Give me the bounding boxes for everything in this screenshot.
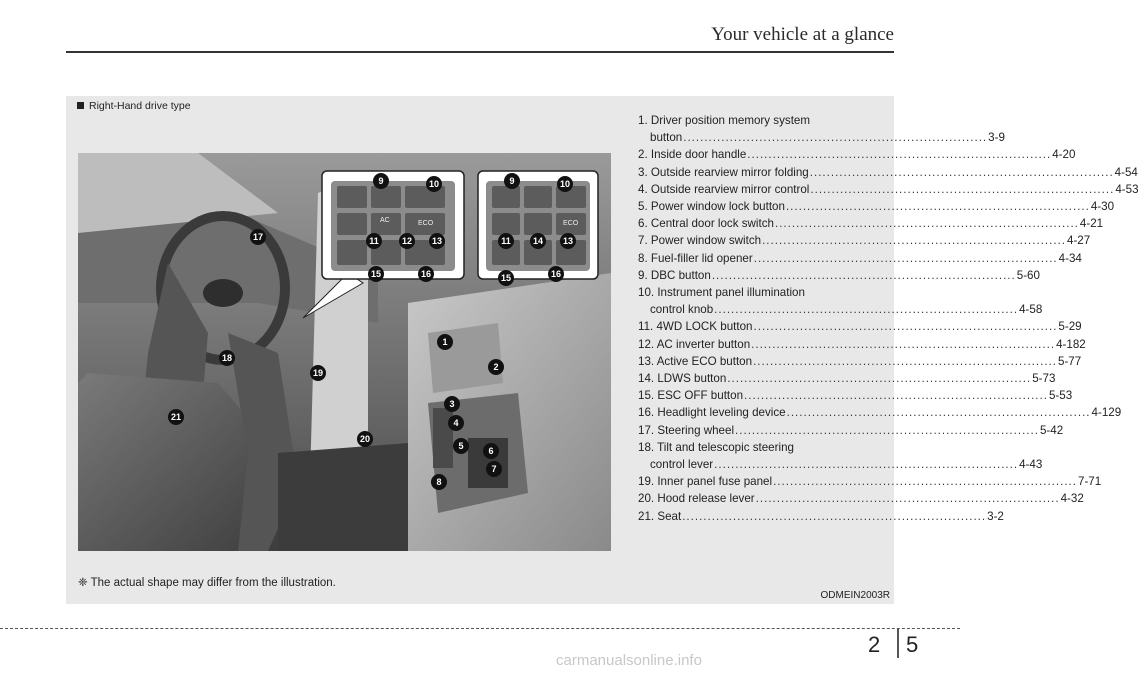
component-index-list <box>638 112 1139 525</box>
svg-text:13: 13 <box>562 236 574 246</box>
switch-callout-11-left <box>366 233 382 249</box>
svg-text:15: 15 <box>500 273 512 283</box>
svg-text:15: 15 <box>370 269 382 279</box>
index-item-page: 3-9 <box>988 131 1005 145</box>
index-item: 1. Driver position memory system button ........................................................................ 3-9 <box>638 112 888 146</box>
callout-21 <box>168 409 184 425</box>
callout-6 <box>483 443 499 459</box>
svg-text:10: 10 <box>428 179 440 189</box>
index-item: 18. Tilt and telescopic steering control lever ........................................................................ 4-43 <box>638 440 1043 472</box>
svg-text:13: 13 <box>431 236 443 246</box>
svg-text:18: 18 <box>221 353 233 363</box>
switch-callout-14-right <box>530 233 546 249</box>
switch-callout-13-right <box>560 233 576 249</box>
panel-label <box>77 100 191 112</box>
index-item: 15. ESC OFF button ........................................................................ 5-53 <box>638 389 1073 403</box>
callout-20 <box>357 431 373 447</box>
callout-2 <box>488 359 504 375</box>
callout-5 <box>453 438 469 454</box>
callout-18 <box>219 350 235 366</box>
svg-text:8: 8 <box>436 477 442 487</box>
interior-illustration <box>78 153 611 551</box>
illustration-code: ODMEIN2003R <box>820 590 890 601</box>
door-handle-recess <box>428 323 503 393</box>
page-header-title: Your vehicle at a glance <box>711 24 894 45</box>
svg-text:11: 11 <box>369 236 379 246</box>
index-item: 14. LDWS button ........................................................................ 5-73 <box>638 372 1056 386</box>
svg-text:14: 14 <box>532 236 544 246</box>
index-item: 19. Inner panel fuse panel ........................................................................ 7-71 <box>638 475 1102 489</box>
floor <box>278 443 408 551</box>
panel-label-text: Right-Hand drive type <box>89 100 191 112</box>
switch-callout-9-right <box>504 173 520 189</box>
svg-text:9: 9 <box>509 176 515 186</box>
callout-19 <box>310 365 326 381</box>
switch-callout-15-right <box>498 270 514 286</box>
page-number-divider <box>897 628 899 658</box>
switch-callout-15-left <box>368 266 384 282</box>
index-item: 12. AC inverter button ........................................................................ 4-182 <box>638 337 1086 351</box>
svg-text:5: 5 <box>458 441 464 451</box>
callout-17 <box>250 229 266 245</box>
mirror-switch <box>433 408 453 468</box>
index-item: 6. Central door lock switch ........................................................................ 4-21 <box>638 217 1104 231</box>
svg-text:11: 11 <box>501 236 511 246</box>
callout-8 <box>431 474 447 490</box>
svg-text:10: 10 <box>559 179 571 189</box>
svg-text:21: 21 <box>170 412 182 422</box>
chapter-number: 2 <box>868 632 881 657</box>
svg-text:19: 19 <box>312 368 324 378</box>
callout-3 <box>444 396 460 412</box>
index-item: 13. Active ECO button ........................................................................ 5-77 <box>638 354 1082 368</box>
callout-1 <box>437 334 453 350</box>
svg-text:3: 3 <box>449 399 455 409</box>
index-item: 7. Power window switch ........................................................................ 4-27 <box>638 234 1091 248</box>
svg-text:2: 2 <box>493 362 499 372</box>
index-item: 8. Fuel-filler lid opener ........................................................................ 4-34 <box>638 251 1082 265</box>
index-item: 16. Headlight leveling device ........................................................................ 4-129 <box>638 406 1122 420</box>
index-item: 5. Power window lock button ........................................................................ 4-30 <box>638 200 1115 214</box>
index-item: 11. 4WD LOCK button ........................................................................ 5-29 <box>638 320 1082 334</box>
svg-text:20: 20 <box>359 434 371 444</box>
index-item-label: 1. Driver position memory system <box>638 114 811 127</box>
svg-text:1: 1 <box>442 337 448 347</box>
switch-callout-16-right <box>548 266 564 282</box>
index-item: 17. Steering wheel ........................................................................ 5-42 <box>638 423 1064 437</box>
switch-callout-9-left <box>373 173 389 189</box>
index-item-label-cont: button <box>650 131 683 145</box>
steering-hub <box>203 279 243 307</box>
svg-text:17: 17 <box>252 232 264 242</box>
index-item: 4. Outside rearview mirror control ........................................................................ 4-53 <box>638 182 1139 196</box>
page-number: 5 <box>906 632 919 657</box>
svg-text:4: 4 <box>453 418 459 428</box>
index-item: 21. Seat ........................................................................ 3-2 <box>638 509 1004 523</box>
switch-callout-11-right <box>498 233 514 249</box>
index-item: 10. Instrument panel illumination control knob ........................................................................ 4-58 <box>638 286 1043 317</box>
switch-callout-10-left <box>426 176 442 192</box>
switch-callout-16-left <box>418 266 434 282</box>
switch-callout-10-right <box>557 176 573 192</box>
index-item: 20. Hood release lever ........................................................................ 4-32 <box>638 492 1084 506</box>
callout-4 <box>448 415 464 431</box>
index-item: 2. Inside door handle ........................................................................ 4-20 <box>638 148 1076 162</box>
svg-text:16: 16 <box>550 269 562 279</box>
header-rule <box>66 51 894 53</box>
index-item: 3. Outside rearview mirror folding ........................................................................ 4-54 <box>638 165 1138 179</box>
illustration-note: ❈ The actual shape may differ from the illustration. <box>78 577 336 589</box>
svg-text:9: 9 <box>378 176 384 186</box>
eco-button-text-right: ECO <box>563 220 579 227</box>
footer-rule <box>0 628 960 629</box>
switch-callout-12-left <box>399 233 415 249</box>
watermark: carmanualsonline.info <box>556 652 702 669</box>
svg-text:12: 12 <box>401 236 413 246</box>
index-item: 9. DBC button ........................................................................ 5-60 <box>638 268 1040 282</box>
ac-button-text: AC <box>380 217 390 224</box>
switch-callout-13-left <box>429 233 445 249</box>
square-bullet-icon <box>77 102 84 109</box>
callout-7 <box>486 461 502 477</box>
svg-text:7: 7 <box>491 464 497 474</box>
eco-button-text-left: ECO <box>418 220 434 227</box>
svg-text:16: 16 <box>420 269 432 279</box>
svg-text:6: 6 <box>488 446 494 456</box>
